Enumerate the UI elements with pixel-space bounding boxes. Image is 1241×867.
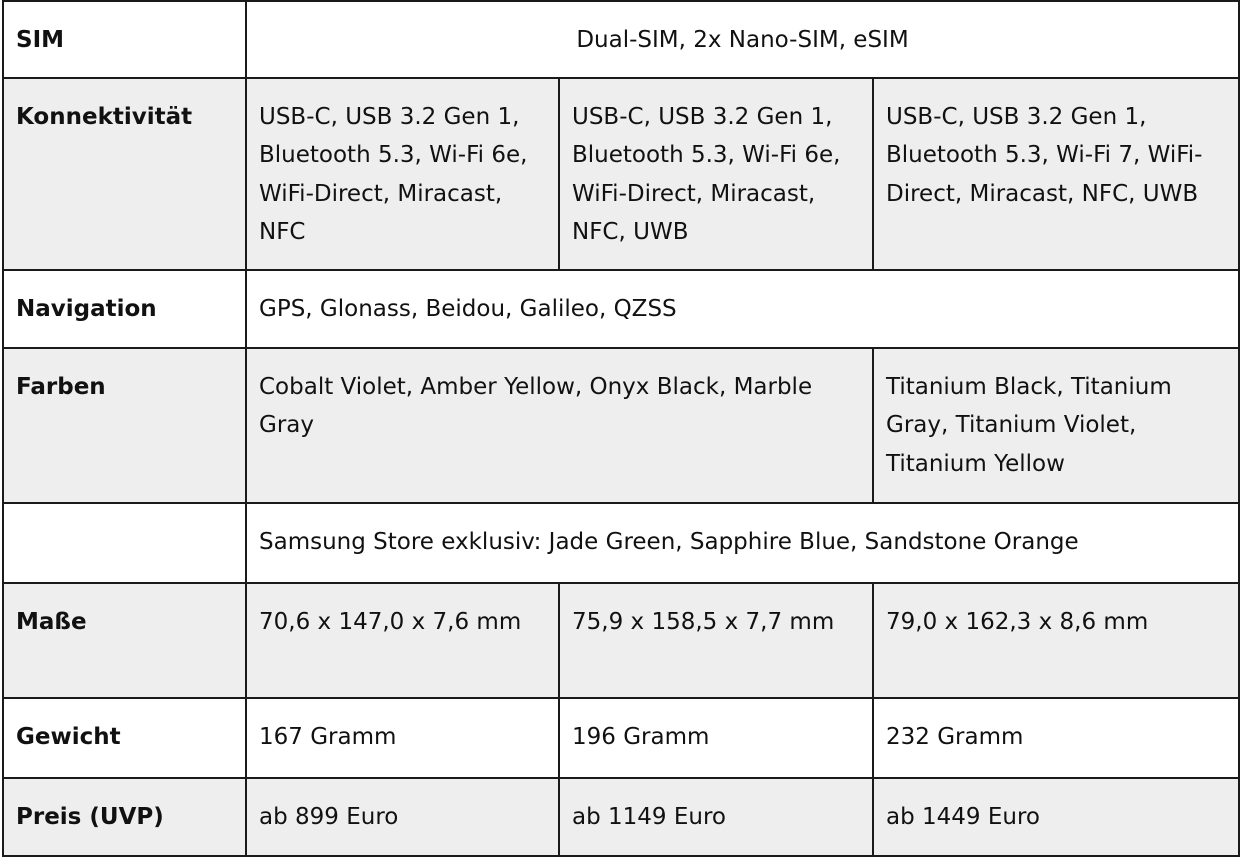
row-label-masse: Maße — [3, 583, 246, 698]
sim-value: Dual-SIM, 2x Nano-SIM, eSIM — [246, 1, 1239, 78]
table-row-store-exclusive — [3, 503, 1239, 583]
row-label-sim: SIM — [3, 1, 246, 78]
masse-col3: 79,0 x 162,3 x 8,6 mm — [873, 583, 1239, 698]
konnektivitaet-col2: USB-C, USB 3.2 Gen 1, Bluetooth 5.3, Wi-Fi 6e, WiFi-Direct, Miracast, NFC, UWB — [559, 78, 873, 270]
table-row-gewicht — [3, 698, 1239, 778]
navigation-value: GPS, Glonass, Beidou, Galileo, QZSS — [246, 270, 1239, 348]
konnektivitaet-col1: USB-C, USB 3.2 Gen 1, Bluetooth 5.3, Wi-Fi 6e, WiFi-Direct, Miracast, NFC — [246, 78, 559, 270]
masse-col1: 70,6 x 147,0 x 7,6 mm — [246, 583, 559, 698]
row-label-konnektivitaet: Konnektivität — [3, 78, 246, 270]
store-exclusive-value: Samsung Store exklusiv: Jade Green, Sapphire Blue, Sandstone Orange — [246, 503, 1239, 583]
row-label-farben: Farben — [3, 348, 246, 503]
gewicht-col1: 167 Gramm — [246, 698, 559, 778]
row-label-preis: Preis (UVP) — [3, 778, 246, 856]
preis-col1: ab 899 Euro — [246, 778, 559, 856]
gewicht-col2: 196 Gramm — [559, 698, 873, 778]
masse-col2: 75,9 x 158,5 x 7,7 mm — [559, 583, 873, 698]
konnektivitaet-col3: USB-C, USB 3.2 Gen 1, Bluetooth 5.3, Wi-Fi 7, WiFi-Direct, Miracast, NFC, UWB — [873, 78, 1239, 270]
preis-col2: ab 1149 Euro — [559, 778, 873, 856]
table-row-preis — [3, 778, 1239, 856]
row-label-gewicht: Gewicht — [3, 698, 246, 778]
row-label-navigation: Navigation — [3, 270, 246, 348]
row-label-store — [3, 503, 246, 583]
table-row-konnektivitaet — [3, 78, 1239, 270]
table-row-farben — [3, 348, 1239, 503]
table-row-masse — [3, 583, 1239, 698]
spec-table — [2, 0, 1240, 857]
preis-col3: ab 1449 Euro — [873, 778, 1239, 856]
gewicht-col3: 232 Gramm — [873, 698, 1239, 778]
farben-col12: Cobalt Violet, Amber Yellow, Onyx Black, Marble Gray — [246, 348, 873, 503]
table-row-navigation — [3, 270, 1239, 348]
table-row-sim — [3, 1, 1239, 78]
farben-col3: Titanium Black, Titanium Gray, Titanium Violet, Titanium Yellow — [873, 348, 1239, 503]
